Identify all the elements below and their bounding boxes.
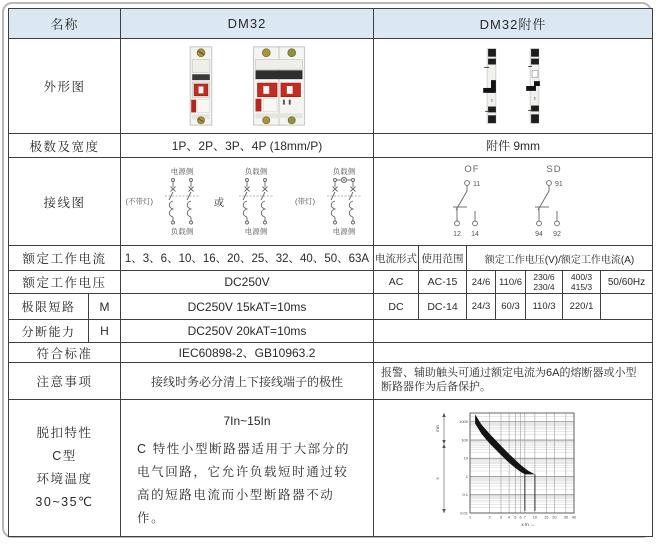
wiring-bottom-label: 电源侧 xyxy=(244,226,268,236)
trip-range: 7In~15In xyxy=(223,414,271,428)
subtable-empty-row xyxy=(374,320,652,343)
svg-text:94: 94 xyxy=(535,231,543,238)
svg-text:10: 10 xyxy=(532,515,538,520)
subtable-ac-v3-top: 230/6 xyxy=(533,272,555,282)
accessory-photo-1 xyxy=(483,43,500,129)
wiring-row xyxy=(9,158,652,246)
ratings-block xyxy=(9,246,652,343)
wiring-bottom-label: 电源侧 xyxy=(332,226,356,236)
notes-label: 注意事项 xyxy=(9,363,121,400)
notes-row xyxy=(9,363,652,400)
accessory-sub-table xyxy=(374,246,652,343)
notes-accessory-value: 报警、辅助触头可通过额定电流为6A的熔断器或小型断路器作为后备保护。 xyxy=(381,367,637,393)
wiring-or-text: 或 xyxy=(214,198,224,209)
wiring-label: 接线图 xyxy=(9,158,121,246)
subtable-ac-v3 xyxy=(526,271,563,294)
ratings-left xyxy=(9,246,374,343)
limit-short-circuit-label: 极限短路 xyxy=(9,294,89,320)
rated-current-label: 额定工作电流 xyxy=(9,246,121,271)
mcb-2pole-photo xyxy=(250,41,308,131)
svg-text:20: 20 xyxy=(552,515,557,520)
wiring-top-label: 负载侧 xyxy=(332,166,356,176)
subtable-dc-form: DC xyxy=(374,294,419,320)
svg-text:5: 5 xyxy=(514,515,517,520)
svg-text:100: 100 xyxy=(461,437,468,443)
subtable-ac-v3-bottom: 230/4 xyxy=(533,282,555,292)
subtable-dc-v3: 110/3 xyxy=(526,294,563,320)
wiring-accessory-cell xyxy=(374,158,652,246)
rated-current-value: 1、3、6、10、16、20、25、32、40、50、63A xyxy=(121,246,374,271)
svg-text:0.01: 0.01 xyxy=(460,510,468,516)
svg-text:15: 15 xyxy=(544,515,549,520)
subtable-dc-range: DC-14 xyxy=(419,294,467,320)
trip-description-cell xyxy=(121,400,374,536)
svg-text:2: 2 xyxy=(488,515,491,520)
wiring-top-label: 电源侧 xyxy=(170,166,194,176)
sd-diagram xyxy=(531,164,577,239)
trip-label-cell xyxy=(9,400,121,536)
svg-text:14: 14 xyxy=(471,231,479,238)
svg-text:6: 6 xyxy=(519,515,522,520)
header-row xyxy=(9,9,652,39)
notes-accessory-cell xyxy=(374,363,652,400)
of-diagram xyxy=(449,164,495,239)
breaking-capacity-label: 分断能力 xyxy=(9,320,89,343)
svg-text:30: 30 xyxy=(563,515,569,520)
poles-label: 极数及宽度 xyxy=(9,134,121,158)
svg-text:1000: 1000 xyxy=(459,419,468,425)
wiring-dm32-cell xyxy=(121,158,374,246)
sd-title: SD xyxy=(546,164,562,175)
header-dm32: DM32 xyxy=(121,9,374,39)
svg-text:c: c xyxy=(490,98,494,104)
wiring-bottom-label: 负载侧 xyxy=(170,226,194,236)
svg-text:x In →: x In → xyxy=(521,522,535,527)
header-accessory: DM32附件 xyxy=(374,9,652,39)
trip-chart-cell xyxy=(374,400,652,536)
wiring-note-lamp: (带灯) xyxy=(295,197,315,206)
subtable-ac-v4-top: 400/3 xyxy=(570,272,593,282)
sd-contact-symbol xyxy=(531,177,577,239)
subtable-ac-v5: 50/60Hz xyxy=(601,271,652,294)
wiring-diagram-no-lamp xyxy=(123,167,209,237)
standards-accessory-empty xyxy=(374,343,652,363)
poles-accessory-value: 附件 9mm xyxy=(374,134,652,158)
spec-table xyxy=(8,8,653,537)
outline-row xyxy=(9,39,652,134)
breaking-capacity-value: DC250V 20kAT=10ms xyxy=(121,320,374,343)
svg-text:12: 12 xyxy=(453,231,461,238)
subtable-col-voltage-current: 额定工作电压(V)/额定工作电流(A) xyxy=(467,246,652,271)
limit-short-circuit-grade: M xyxy=(89,294,121,320)
svg-text:s: s xyxy=(435,477,440,480)
outline-dm32-cell xyxy=(121,39,374,134)
rated-voltage-label: 额定工作电压 xyxy=(9,271,121,294)
svg-text:91: 91 xyxy=(555,181,563,188)
wiring-note-no-lamp: (不带灯) xyxy=(125,197,153,206)
subtable-dc-v1: 24/3 xyxy=(467,294,496,320)
trip-label-line: 脱扣特性 xyxy=(36,426,93,440)
accessory-photo-2 xyxy=(526,43,543,129)
svg-text:0.1: 0.1 xyxy=(462,492,468,498)
pole-pair-symbol-lamp xyxy=(317,177,371,227)
subtable-ac-v4 xyxy=(563,271,601,294)
poles-row xyxy=(9,134,652,158)
pole-pair-symbol xyxy=(229,177,283,227)
subtable-dc-v5 xyxy=(601,294,652,320)
of-title: OF xyxy=(464,164,480,175)
svg-text:4: 4 xyxy=(508,515,511,520)
trip-label-line: 环境温度 xyxy=(36,472,93,486)
subtable-ac-v1: 24/6 xyxy=(467,271,496,294)
standards-row xyxy=(9,343,652,363)
poles-dm32-value: 1P、2P、3P、4P (18mm/P) xyxy=(121,134,374,158)
breaking-capacity-grade: H xyxy=(89,320,121,343)
subtable-col-usage-range: 使用范围 xyxy=(419,246,467,271)
trip-description: C 特性小型断路器适用于大部分的电气回路，它允许负载短时通过较高的短路电流而小型断路器不动作。 xyxy=(137,442,351,525)
standards-label: 符合标准 xyxy=(9,343,121,363)
wiring-diagram-lamp xyxy=(285,167,371,237)
svg-text:3: 3 xyxy=(499,515,503,520)
subtable-ac-v2: 110/6 xyxy=(496,271,526,294)
svg-text:40: 40 xyxy=(571,515,577,520)
notes-dm32-value: 接线时务必分清上下接线端子的极性 xyxy=(121,363,374,400)
trip-label-line: 30~35℃ xyxy=(35,495,94,509)
subtable-ac-form: AC xyxy=(374,271,419,294)
svg-text:1: 1 xyxy=(465,473,468,479)
svg-text:1: 1 xyxy=(468,515,472,520)
svg-text:min: min xyxy=(435,425,440,432)
wiring-top-label: 负载侧 xyxy=(244,166,268,176)
wiring-diagram-plain xyxy=(229,167,283,237)
standards-value: IEC60898-2、GB10963.2 xyxy=(121,343,374,363)
trip-curve-chart xyxy=(428,405,598,531)
subtable-ac-range: AC-15 xyxy=(419,271,467,294)
outline-accessory-cell xyxy=(374,39,652,134)
svg-text:c: c xyxy=(533,96,537,102)
subtable-dc-v4: 220/1 xyxy=(563,294,601,320)
rated-voltage-value: DC250V xyxy=(121,271,374,294)
mcb-1pole-photo xyxy=(186,41,216,131)
trip-label-line: C型 xyxy=(52,449,77,463)
svg-text:7: 7 xyxy=(523,515,526,520)
svg-text:10: 10 xyxy=(463,455,468,461)
limit-short-circuit-value: DC250V 15kAT=10ms xyxy=(121,294,374,320)
outline-label: 外形图 xyxy=(9,39,121,134)
header-name: 名称 xyxy=(9,9,121,39)
svg-text:11: 11 xyxy=(473,181,481,188)
trip-row xyxy=(9,400,652,536)
svg-text:92: 92 xyxy=(553,231,561,238)
of-contact-symbol xyxy=(449,177,495,239)
subtable-dc-v2: 60/3 xyxy=(496,294,526,320)
pole-pair-symbol xyxy=(155,177,209,227)
subtable-ac-v4-bottom: 415/3 xyxy=(570,282,593,292)
subtable-col-current-form: 电流形式 xyxy=(374,246,419,271)
